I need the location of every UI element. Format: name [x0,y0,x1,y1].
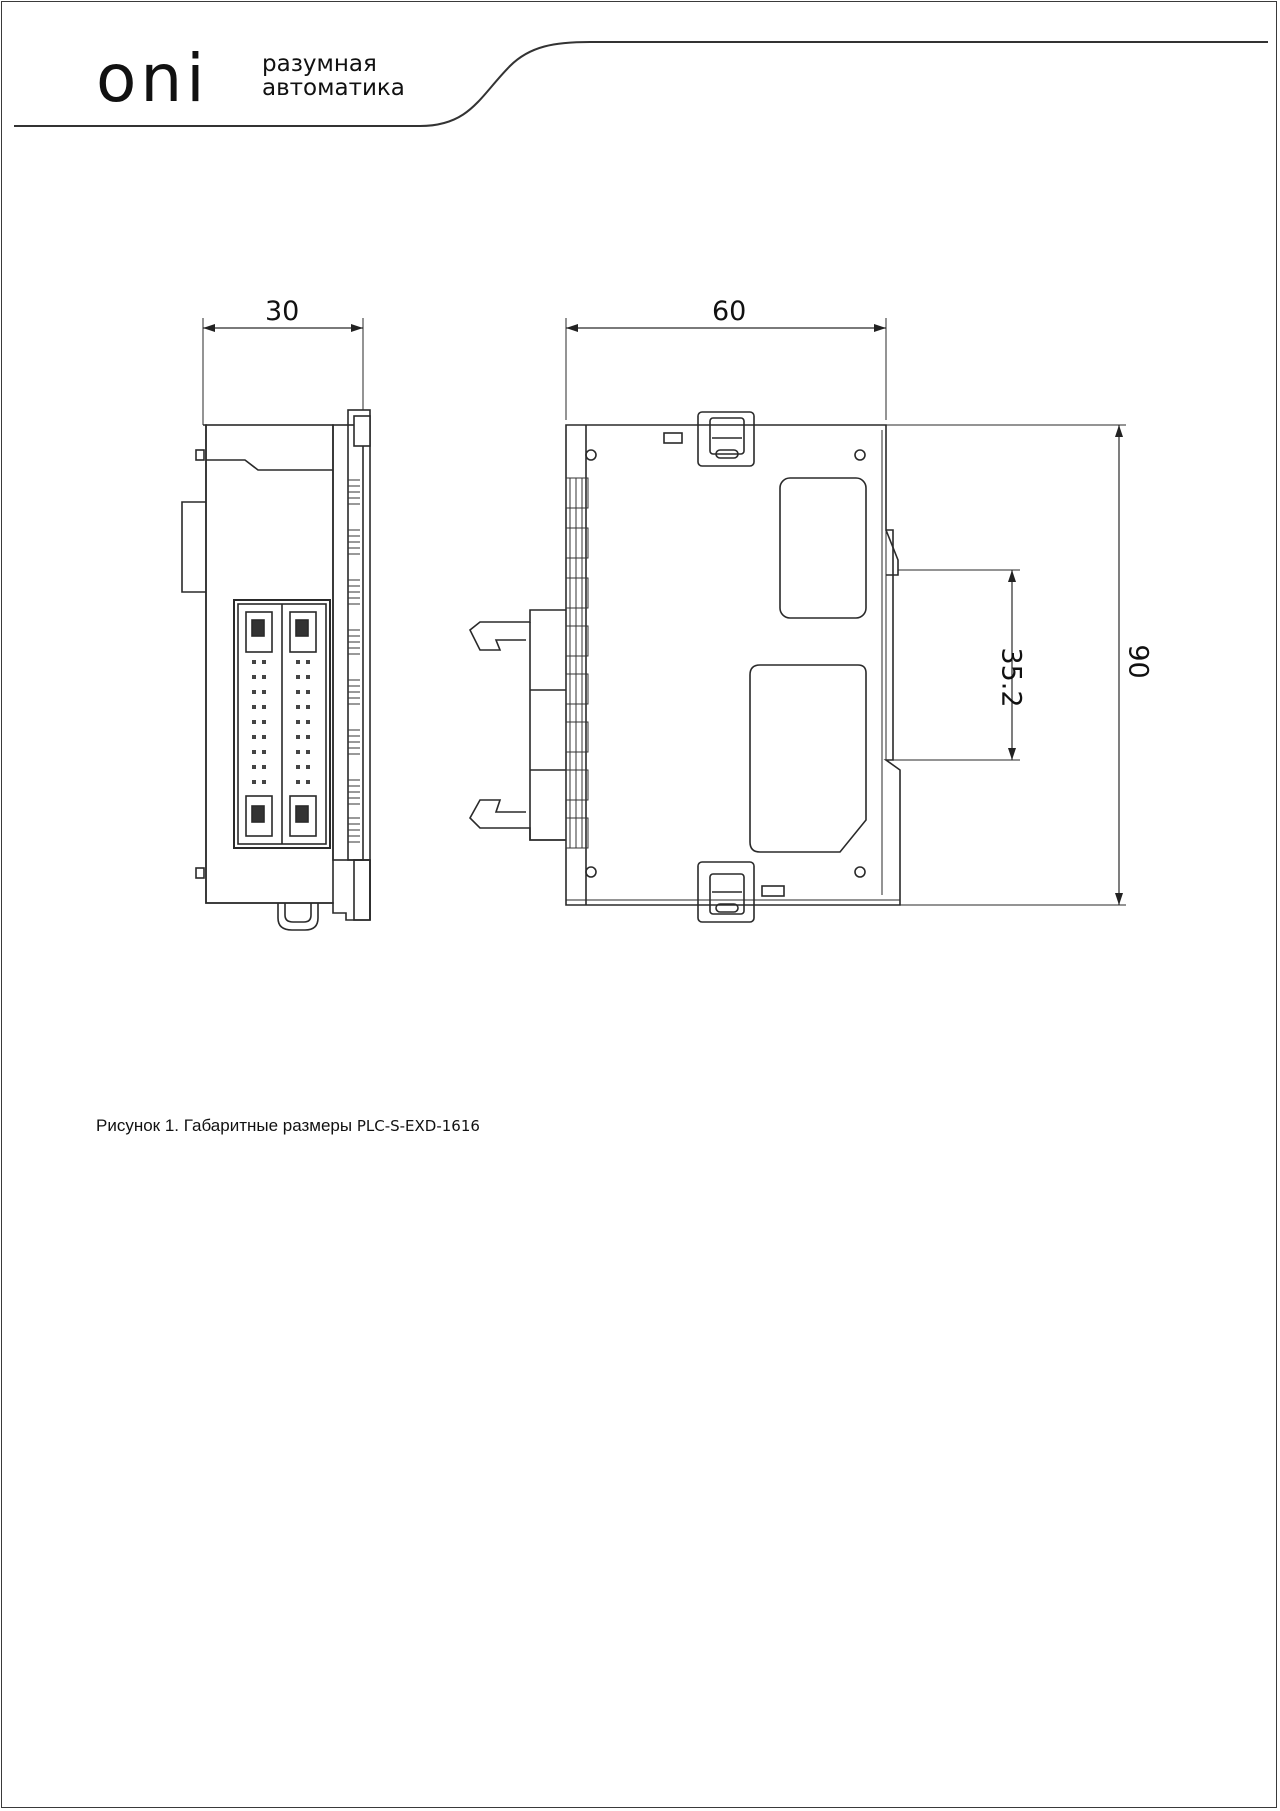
side-view [182,318,370,930]
caption-model: PLC-S-EXD-1616 [356,1117,480,1135]
caption-text: Рисунок 1. Габаритные размеры [96,1116,357,1135]
figure-caption [96,1116,480,1136]
tagline-line-1: разумная [262,51,377,77]
dimension-side-width: 30 [265,296,300,327]
dimension-rail-spacing: 35.2 [995,647,1027,708]
tagline-line-2: автоматика [262,75,405,101]
dimension-front-width: 60 [712,296,747,327]
dimension-height: 90 [1122,644,1154,679]
brand-logo: oni [96,40,209,117]
front-view [470,318,1126,922]
